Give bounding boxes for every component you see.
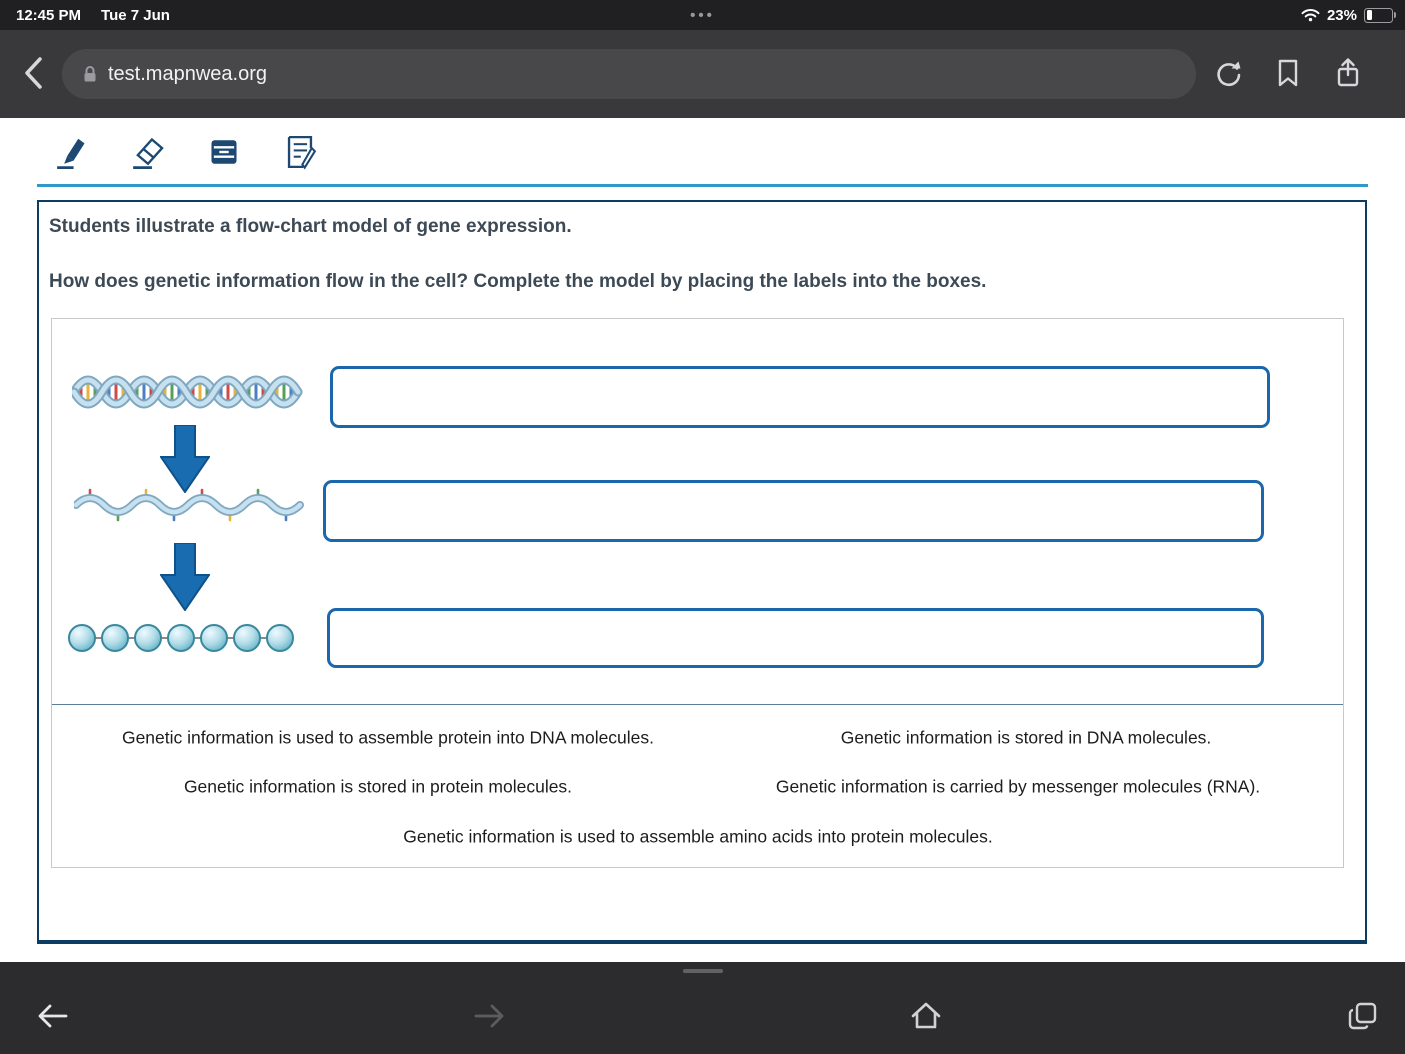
eraser-tool[interactable] xyxy=(124,124,172,180)
page-content xyxy=(0,118,1405,962)
highlighter-tool[interactable] xyxy=(48,124,96,180)
label-chip[interactable]: Genetic information is stored in DNA molecules. xyxy=(840,727,1212,748)
answer-eliminator-tool[interactable] xyxy=(200,124,248,180)
answer-dropzone-2[interactable] xyxy=(323,480,1264,542)
notepad-tool[interactable] xyxy=(276,124,324,180)
test-toolbar xyxy=(48,124,324,180)
nav-forward-button[interactable] xyxy=(466,998,502,1034)
url-text: test.mapnwea.org xyxy=(108,62,267,85)
share-button[interactable] xyxy=(1328,54,1368,94)
back-chevron-button[interactable] xyxy=(16,54,48,94)
battery-icon xyxy=(1364,8,1393,23)
flowchart-panel xyxy=(51,318,1344,868)
mrna-image xyxy=(74,484,306,531)
label-chip[interactable]: Genetic information is stored in protein molecules. xyxy=(183,776,573,797)
status-date: Tue 7 Jun xyxy=(101,6,170,24)
home-button[interactable] xyxy=(903,998,939,1034)
down-arrow-icon xyxy=(160,543,210,616)
tabs-button[interactable] xyxy=(1340,998,1376,1034)
status-bar xyxy=(0,0,1405,30)
label-chip[interactable]: Genetic information is used to assemble protein into DNA molecules. xyxy=(121,727,655,748)
battery-percent: 23% xyxy=(1326,6,1357,24)
label-chip[interactable]: Genetic information is carried by messenger molecules (RNA). xyxy=(775,776,1261,797)
labels-divider xyxy=(52,704,1343,705)
question-line-1: Students illustrate a flow-chart model of gene expression. xyxy=(49,216,572,237)
label-chip[interactable]: Genetic information is used to assemble amino acids into protein molecules. xyxy=(403,826,993,847)
browser-toolbar xyxy=(0,30,1405,118)
question-panel xyxy=(37,200,1367,944)
answer-dropzone-1[interactable] xyxy=(330,366,1270,428)
nav-back-button[interactable] xyxy=(30,998,66,1034)
bookmark-button[interactable] xyxy=(1268,54,1308,94)
lock-icon xyxy=(82,64,98,84)
toolbar-rule xyxy=(37,184,1368,187)
address-bar[interactable] xyxy=(62,49,1196,99)
question-line-2: How does genetic information flow in the cell? Complete the model by placing the labels into the boxes. xyxy=(49,271,987,292)
answer-dropzone-3[interactable] xyxy=(327,608,1264,668)
bottom-bar xyxy=(0,962,1405,1054)
protein-image xyxy=(68,620,300,661)
wifi-icon xyxy=(1301,8,1320,22)
status-time: 12:45 PM xyxy=(16,6,82,24)
ellipsis-menu: ••• xyxy=(690,6,715,24)
drag-handle[interactable] xyxy=(683,969,723,973)
reload-button[interactable] xyxy=(1208,54,1248,94)
dna-image xyxy=(72,365,304,424)
